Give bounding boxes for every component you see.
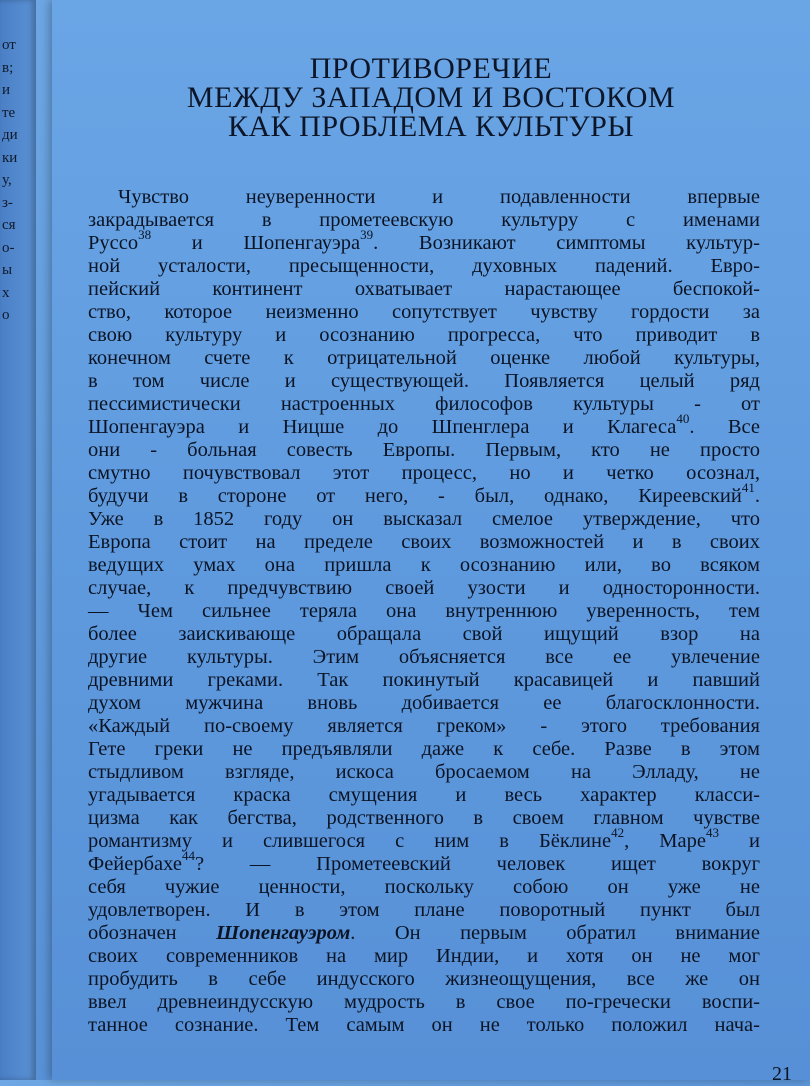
fragment-line: ся bbox=[2, 217, 16, 233]
footnote-ref-41: 41 bbox=[741, 480, 755, 496]
fragment-line: ди bbox=[2, 127, 18, 143]
text-run: . Он первым обратил внимание bbox=[350, 922, 760, 944]
text-line: другие культуры. Этим объясняется все ее увлечение bbox=[88, 646, 760, 668]
fragment-line: и bbox=[2, 82, 11, 98]
text-line: Уже в 1852 году он высказал смелое утверждение, что bbox=[88, 508, 760, 530]
text-line: пробудить в себе индусского жизнеощущения, все же он bbox=[88, 968, 760, 990]
text-line: ство, которое неизменно сопутствует чувству гордости за bbox=[88, 301, 760, 323]
footnote-ref-40: 40 bbox=[676, 411, 690, 427]
text-line bbox=[88, 411, 760, 439]
previous-page-fragments bbox=[2, 34, 30, 327]
footnote-ref-44: 44 bbox=[181, 848, 195, 864]
text-line bbox=[88, 227, 760, 255]
fragment-line: х bbox=[2, 284, 10, 301]
footnote-ref-39: 39 bbox=[360, 227, 374, 243]
text-run: Фейербахе bbox=[88, 853, 182, 875]
fragment-line: у, bbox=[2, 172, 12, 188]
text-line: Гете греки не предъявляли даже к себе. Разве в этом bbox=[88, 738, 760, 760]
title-line-3: КАК ПРОБЛЕМА КУЛЬТУРЫ bbox=[227, 110, 635, 143]
footnote-ref-38: 38 bbox=[138, 227, 152, 243]
text-run: , Маре bbox=[624, 830, 706, 852]
text-line: — Чем сильнее теряла она внутреннюю уверенность, тем bbox=[88, 600, 760, 622]
text-line: пессимистически настроенных философов культуры - от bbox=[88, 393, 760, 415]
text-line: они - больная совесть Европы. Первым, кто не просто bbox=[88, 439, 760, 461]
text-line: смутно почувствовал этот процесс, но и четко осознал, bbox=[88, 462, 760, 484]
text-run: будучи в стороне от него, - был, однако, Киреевский bbox=[88, 485, 742, 507]
footnote-ref-43: 43 bbox=[705, 825, 719, 841]
text-line: свою культуру и осознанию прогресса, что приводит в bbox=[88, 324, 760, 346]
fragment-line: о bbox=[2, 307, 10, 323]
text-line: своих современников на мир Индии, и хотя он не мог bbox=[88, 945, 760, 967]
text-run: Руссо bbox=[88, 232, 139, 254]
title-line-1: ПРОТИВОРЕЧИЕ bbox=[309, 52, 553, 85]
text-run: ? — Прометеевский человек ищет вокруг bbox=[194, 853, 760, 875]
text-run: и bbox=[718, 830, 760, 852]
emphasized-name: Шопенгауэром bbox=[216, 922, 351, 944]
text-line: ведущих умах она пришла к осознанию или, во всяком bbox=[88, 554, 760, 576]
text-run: обозначен bbox=[88, 922, 217, 944]
text-line: стыдливом взгляде, искоса бросаемом на Элладу, не bbox=[88, 761, 760, 783]
text-run: . Все bbox=[689, 416, 760, 438]
text-run: Шопенгауэра и Ницше до Шпенглера и Клагеса bbox=[88, 416, 677, 438]
text-line: в том числе и существующей. Появляется целый ряд bbox=[88, 370, 760, 392]
fragment-line: ки bbox=[2, 149, 18, 166]
page-number: 21 bbox=[772, 1063, 792, 1085]
fragment-line: в; bbox=[2, 59, 14, 76]
text-line bbox=[88, 480, 760, 508]
text-line: Чувство неуверенности и подавленности впервые bbox=[118, 186, 760, 208]
text-line: пейский континент охватывает нарастающее беспокой- bbox=[88, 278, 760, 300]
text-line: угадывается краска смущения и весь характер класси- bbox=[88, 784, 760, 806]
fragment-line: от bbox=[2, 37, 16, 53]
fragment-line: те bbox=[2, 104, 16, 121]
text-line: духом мужчина вновь добивается ее благосклонности. bbox=[88, 692, 760, 714]
footnote-ref-42: 42 bbox=[611, 825, 625, 841]
text-line: цизма как бегства, родственного в своем главном чувстве bbox=[88, 807, 760, 829]
fragment-line: ы bbox=[2, 262, 13, 278]
book-page bbox=[52, 0, 810, 1085]
text-line: танное сознание. Тем самым он не только положил нача- bbox=[88, 1014, 760, 1036]
text-line: себя чужие ценности, поскольку собою он уже не bbox=[88, 876, 760, 898]
title-line-2: МЕЖДУ ЗАПАДОМ И ВОСТОКОМ bbox=[186, 81, 676, 114]
text-run: и Шопенгауэра bbox=[151, 232, 361, 254]
chapter-title bbox=[52, 54, 810, 141]
text-line: ной усталости, пресыщенности, духовных падений. Евро- bbox=[88, 255, 760, 277]
text-line: конечном счете к отрицательной оценке любой культуры, bbox=[88, 347, 760, 369]
text-line bbox=[88, 848, 760, 876]
text-line: более заискивающе обращала свой ищущий взор на bbox=[88, 623, 760, 645]
body-paragraph bbox=[88, 186, 760, 1037]
text-line: ввел древнеиндусскую мудрость в свое по-гречески воспи- bbox=[88, 991, 760, 1013]
text-line: закрадывается в прометеевскую культуру с именами bbox=[88, 209, 760, 231]
text-line bbox=[88, 922, 760, 945]
text-line: случае, к предчувствию своей узости и односторонности. bbox=[88, 577, 760, 599]
text-run: . Возникают симптомы культур- bbox=[373, 232, 760, 254]
text-line: «Каждый по-своему является греком» - этого требования bbox=[88, 715, 760, 737]
text-run: . bbox=[754, 485, 760, 507]
text-line: Европа стоит на пределе своих возможностей и в своих bbox=[88, 531, 760, 553]
text-run: романтизму и слившегося с ним в Бёклине bbox=[88, 830, 612, 852]
text-line: удовлетворен. И в этом плане поворотный пункт был bbox=[88, 899, 760, 921]
fragment-line: з- bbox=[2, 194, 13, 211]
text-line: древними греками. Так покинутый красавицей и павший bbox=[88, 669, 760, 691]
fragment-line: о- bbox=[2, 239, 15, 256]
